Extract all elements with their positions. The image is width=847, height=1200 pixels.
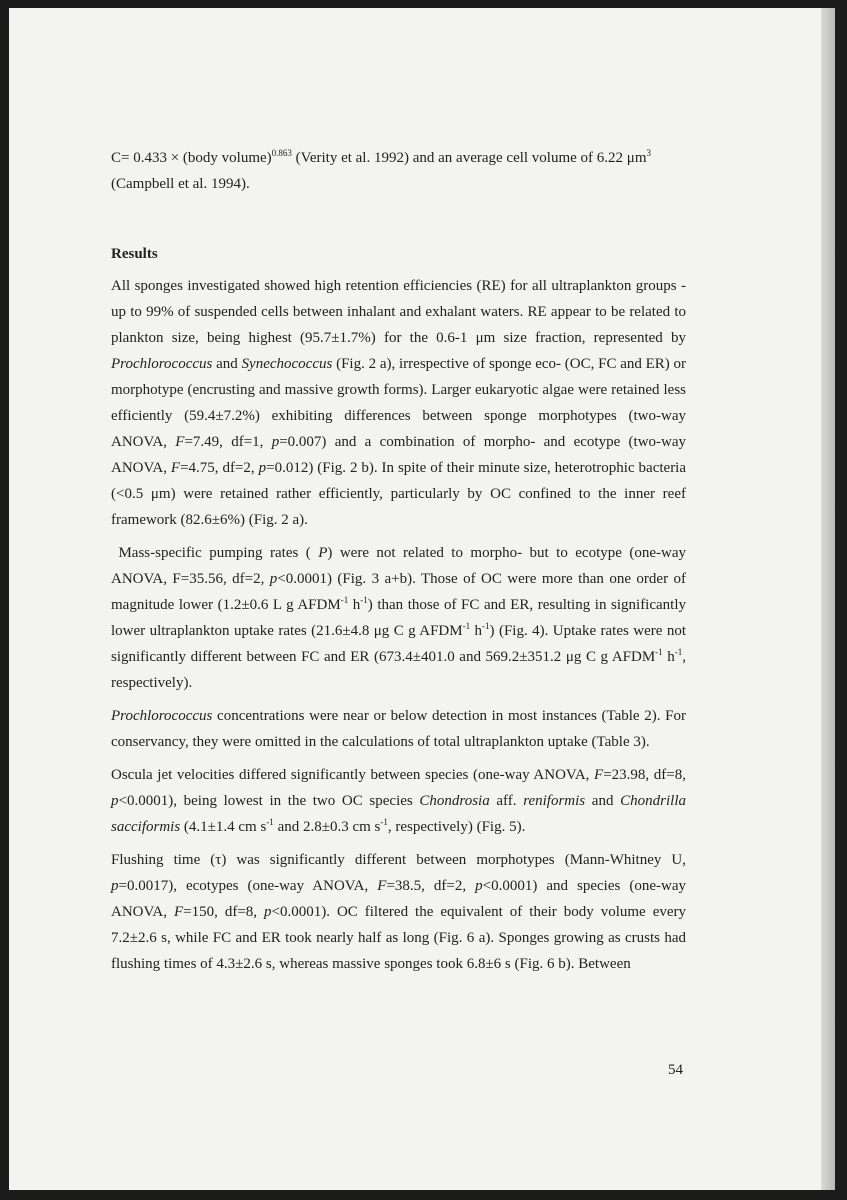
paragraph-prochlorococcus: Prochlorococcus concentrations were near or below detection in most instances (Table 2). For conservancy, they were omitted in the calculations of total ultraplankton uptake (Table 3). (111, 708, 686, 750)
paragraph-retention: All sponges investigated showed high retention efficiencies (RE) for all ultraplankton groups - up to 99% of suspended cells between inhalant and exhalant waters. RE appear to be related to plankton size, being highest (95.7±1.7%) for the 0.6-1 μm size fraction, represented by Prochlorococcus and Synechococcus (Fig. 2 a), irrespective of sponge eco- (OC, FC and ER) or morphotype (encrusting and massive growth forms). Larger eukaryotic algae were retained less efficiently (59.4±7.2%) exhibiting differences between sponge morphotypes (two-way ANOVA, F=7.49, df=1, p=0.007) and a combination of morpho- and ecotype (two-way ANOVA, F=4.75, df=2, p=0.012) (Fig. 2 b). In spite of their minute size, heterotrophic bacteria (<0.5 μm) were retained rather efficiently, particularly by OC confined to the inner reef framework (82.6±6%) (Fig. 2 a). (111, 278, 687, 528)
paragraph-oscula: Oscula jet velocities differed significantly between species (one-way ANOVA, F=23.98, df=8, p<0.0001), being lowest in the two OC species Chondrosia aff. reniformis and Chondrilla sacciformis (4.1±1.4 cm $s^{-1}$ and 2.8±0.3 cm $s^{-1}$, respectively) (Fig. 5). (111, 767, 686, 835)
paragraph-formula: C= 0.433 × (body volume)$^{0.863}$ (Verity et al. 1992) and an average cell volume of 6.22 $\mu m^3$ (Campbell et al. 1994). (111, 148, 652, 192)
paragraph-flushing: Flushing time (τ) was significantly different between morphotypes (Mann-Whitney U, p=0.0017), ecotypes (one-way ANOVA, F=38.5, df=2, p<0.0001) and species (one-way ANOVA, F=150, df=8, p<0.0001). OC filtered the equivalent of their body volume every 7.2±2.6 s, while FC and ER took nearly half as long (Fig. 6 a). Sponges growing as crusts had flushing times of 4.3±2.6 s, whereas massive sponges took 6.8±6 s (Fig. 6 b). Between (111, 852, 687, 972)
paragraph-pumping: Mass-specific pumping rates ( P) were not related to morpho- but to ecotype (one-way ANOVA, F=35.56, df=2, p<0.0001) (Fig. 3 a+b). Those of OC were more than one order of magnitude lower (1.2±0.6 L g $AFDM^{-1}$ $h^{-1}$) than those of FC and ER, resulting in significantly lower ultraplankton uptake rates (21.6±4.8 μg C g $AFDM^{-1}$ $h^{-1}$) (Fig. 4). Uptake rates were not significantly different between FC and ER (673.4±401.0 and 569.2±351.2 μg C g $AFDM^{-1}$ $h^{-1}$, respectively). (111, 545, 687, 691)
book-spine-shadow (821, 8, 835, 1190)
page-number: 54 (668, 1062, 683, 1078)
section-heading-results: Results (111, 246, 158, 262)
body-text (111, 145, 686, 977)
